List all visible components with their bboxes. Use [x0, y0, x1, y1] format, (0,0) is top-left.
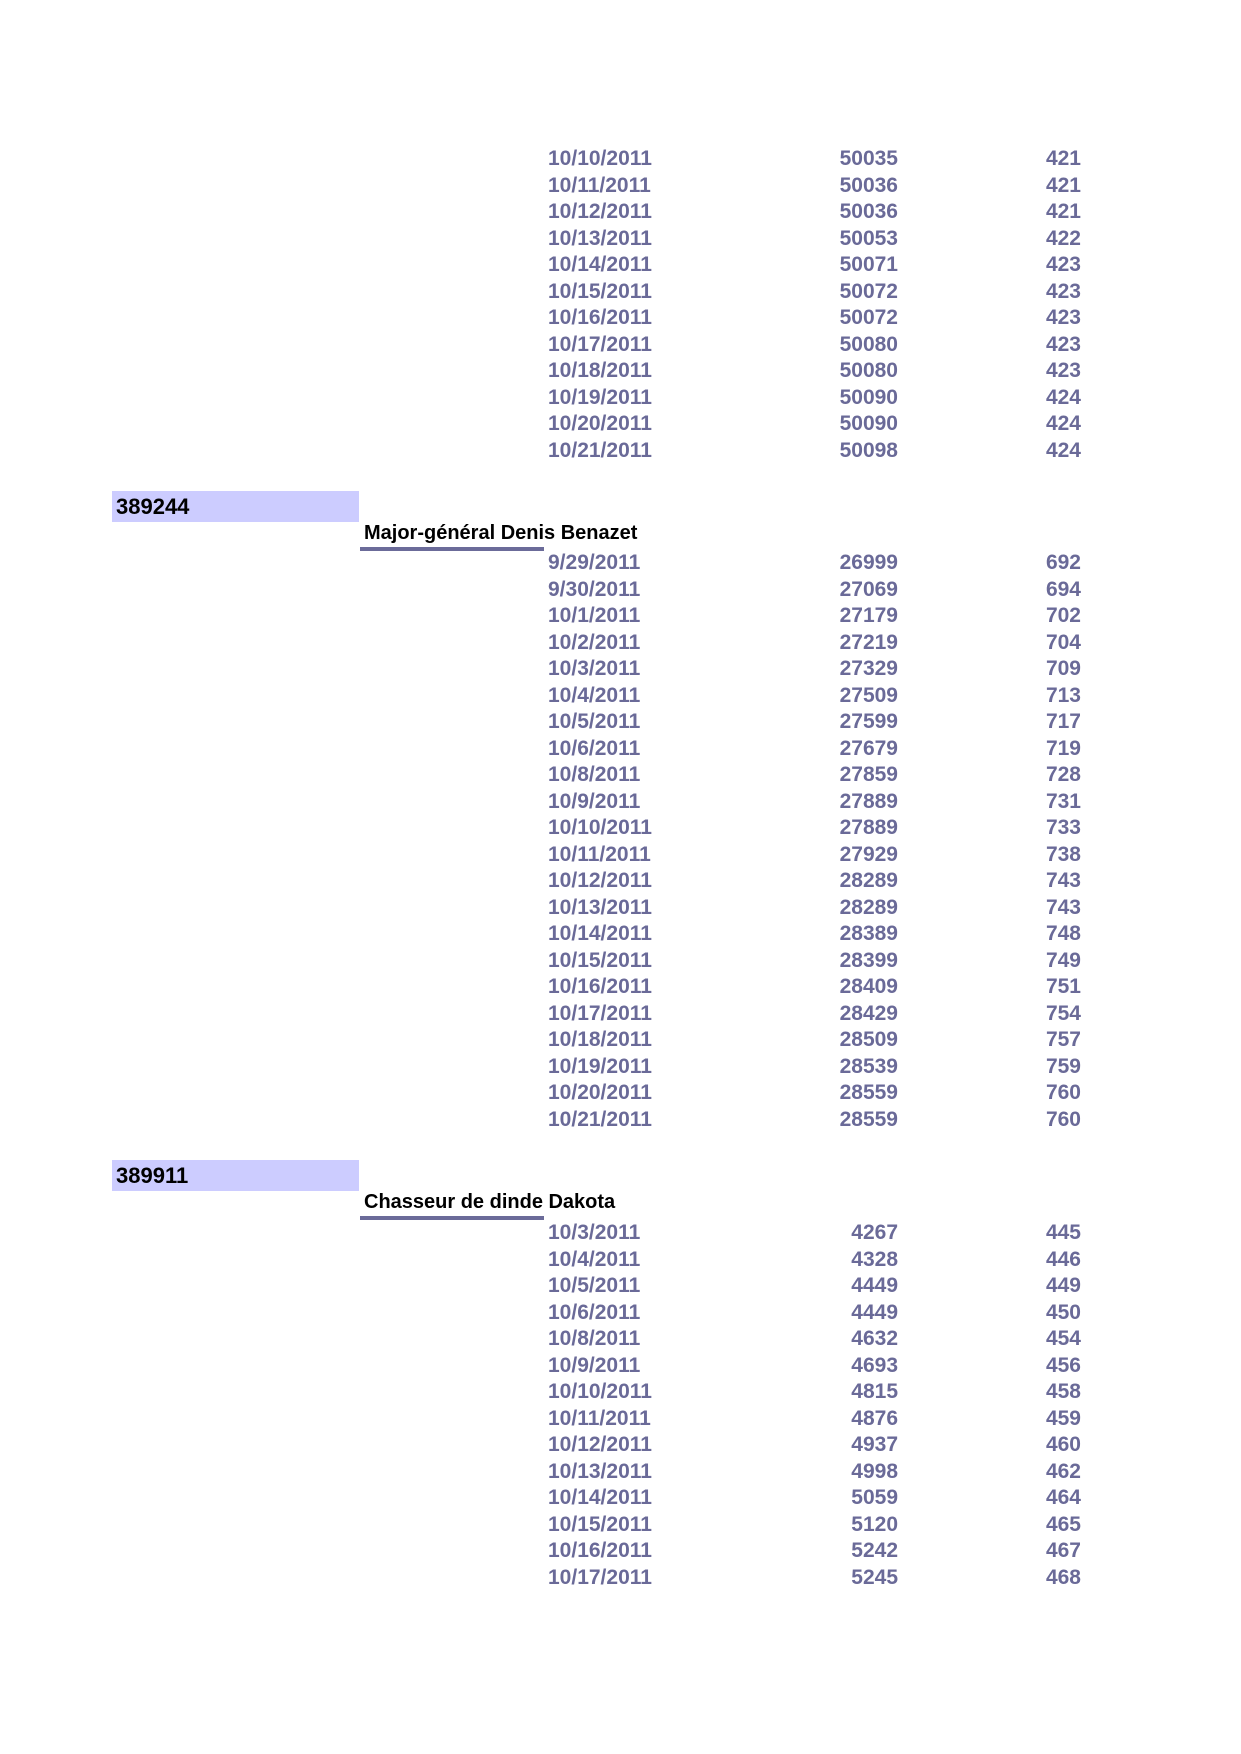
data-row	[0, 252, 1241, 278]
value-cell: 50080	[839, 359, 898, 382]
count-cell: 422	[1045, 226, 1081, 250]
date-cell: 10/20/2011	[548, 412, 652, 435]
data-row	[0, 868, 1241, 894]
count-cell: 458	[1045, 1380, 1081, 1403]
count-cell: 424	[1045, 412, 1081, 435]
count-cell: 702	[1045, 604, 1081, 627]
count-cell: 694	[1045, 577, 1081, 601]
count-cell: 743	[1045, 869, 1081, 892]
date-cell: 10/14/2011	[548, 1486, 652, 1509]
count-cell: 445	[1045, 1221, 1081, 1244]
section-id: 389911	[116, 1163, 189, 1188]
count-cell: 733	[1045, 816, 1081, 839]
value-cell: 4998	[851, 1459, 898, 1483]
section-id-cell	[112, 491, 359, 522]
value-cell: 27219	[839, 630, 898, 654]
data-row	[0, 1080, 1241, 1106]
count-cell: 449	[1045, 1274, 1081, 1297]
data-row	[0, 895, 1241, 921]
date-cell: 10/15/2011	[548, 279, 652, 303]
data-row	[0, 1054, 1241, 1080]
date-cell: 10/21/2011	[548, 1107, 652, 1131]
data-row	[0, 842, 1241, 868]
data-row	[0, 1001, 1241, 1027]
count-cell: 748	[1045, 922, 1081, 945]
data-row	[0, 603, 1241, 629]
date-cell: 10/16/2011	[548, 975, 652, 998]
value-cell: 28289	[839, 895, 898, 919]
value-cell: 4815	[851, 1380, 898, 1403]
count-cell: 465	[1045, 1512, 1081, 1536]
date-cell: 10/6/2011	[548, 736, 641, 760]
date-cell: 10/10/2011	[548, 1380, 652, 1403]
data-row	[0, 1300, 1241, 1326]
value-cell: 26999	[839, 551, 898, 574]
date-cell: 10/11/2011	[548, 173, 651, 197]
count-cell: 454	[1045, 1327, 1081, 1350]
data-row	[0, 1459, 1241, 1485]
date-cell: 10/11/2011	[548, 1406, 651, 1430]
data-row	[0, 948, 1241, 974]
value-cell: 4693	[851, 1353, 898, 1377]
value-cell: 27929	[839, 842, 898, 866]
value-cell: 28399	[839, 948, 898, 972]
data-row	[0, 1432, 1241, 1458]
count-cell: 421	[1045, 173, 1081, 197]
date-cell: 10/9/2011	[548, 789, 641, 813]
value-cell: 27679	[839, 736, 898, 760]
value-cell: 27179	[839, 604, 898, 627]
value-cell: 28409	[839, 975, 898, 998]
date-cell: 10/8/2011	[548, 763, 641, 786]
count-cell: 719	[1045, 736, 1081, 760]
value-cell: 4632	[851, 1327, 898, 1350]
date-cell: 10/16/2011	[548, 306, 652, 329]
count-cell: 460	[1045, 1433, 1081, 1456]
value-cell: 50072	[839, 306, 898, 329]
count-cell: 760	[1045, 1081, 1081, 1104]
count-cell: 728	[1045, 763, 1081, 786]
data-row	[0, 279, 1241, 305]
value-cell: 4267	[851, 1221, 898, 1244]
date-cell: 10/10/2011	[548, 816, 652, 839]
value-cell: 4449	[851, 1274, 898, 1297]
date-cell: 10/19/2011	[548, 1054, 652, 1078]
data-row	[0, 921, 1241, 947]
count-cell: 424	[1045, 438, 1081, 462]
date-cell: 10/18/2011	[548, 1028, 652, 1051]
count-cell: 704	[1045, 630, 1081, 654]
value-cell: 5059	[851, 1486, 898, 1509]
value-cell: 5120	[851, 1512, 898, 1536]
count-cell: 749	[1045, 948, 1081, 972]
value-cell: 50090	[839, 385, 898, 409]
date-cell: 10/19/2011	[548, 385, 652, 409]
count-cell: 754	[1045, 1001, 1081, 1025]
date-cell: 10/17/2011	[548, 1565, 652, 1589]
data-row	[0, 1565, 1241, 1591]
data-row	[0, 305, 1241, 331]
value-cell: 4937	[851, 1433, 898, 1456]
date-cell: 10/17/2011	[548, 1001, 652, 1025]
value-cell: 4328	[851, 1247, 898, 1271]
date-cell: 10/13/2011	[548, 1459, 652, 1483]
date-cell: 9/30/2011	[548, 577, 641, 601]
value-cell: 5245	[851, 1565, 898, 1589]
data-row	[0, 736, 1241, 762]
data-row	[0, 789, 1241, 815]
data-row	[0, 815, 1241, 841]
data-row	[0, 411, 1241, 437]
data-row	[0, 1353, 1241, 1379]
data-row	[0, 762, 1241, 788]
data-row	[0, 1220, 1241, 1246]
value-cell: 28389	[839, 922, 898, 945]
count-cell: 759	[1045, 1054, 1081, 1078]
data-row	[0, 1379, 1241, 1405]
date-cell: 10/1/2011	[548, 604, 641, 627]
data-row	[0, 1107, 1241, 1133]
data-row	[0, 683, 1241, 709]
count-cell: 468	[1045, 1565, 1081, 1589]
count-cell: 713	[1045, 683, 1081, 707]
data-row	[0, 550, 1241, 576]
count-cell: 450	[1045, 1300, 1081, 1324]
value-cell: 27859	[839, 763, 898, 786]
value-cell: 27509	[839, 683, 898, 707]
count-cell: 709	[1045, 657, 1081, 680]
date-cell: 10/8/2011	[548, 1327, 641, 1350]
data-row	[0, 577, 1241, 603]
count-cell: 423	[1045, 253, 1081, 276]
data-row	[0, 358, 1241, 384]
count-cell: 760	[1045, 1107, 1081, 1131]
date-cell: 10/13/2011	[548, 226, 652, 250]
count-cell: 743	[1045, 895, 1081, 919]
count-cell: 692	[1045, 551, 1081, 574]
date-cell: 10/21/2011	[548, 438, 652, 462]
data-row	[0, 146, 1241, 172]
value-cell: 27889	[839, 816, 898, 839]
data-row	[0, 630, 1241, 656]
value-cell: 50071	[839, 253, 898, 276]
count-cell: 456	[1045, 1353, 1081, 1377]
date-cell: 10/10/2011	[548, 147, 652, 170]
count-cell: 731	[1045, 789, 1081, 813]
date-cell: 10/4/2011	[548, 683, 641, 707]
data-row	[0, 332, 1241, 358]
count-cell: 421	[1045, 200, 1081, 223]
count-cell: 459	[1045, 1406, 1081, 1430]
data-row	[0, 1247, 1241, 1273]
date-cell: 10/15/2011	[548, 948, 652, 972]
section-id: 389244	[116, 494, 190, 519]
date-cell: 10/20/2011	[548, 1081, 652, 1104]
count-cell: 751	[1045, 975, 1081, 998]
date-cell: 10/12/2011	[548, 869, 652, 892]
data-row	[0, 656, 1241, 682]
value-cell: 50098	[839, 438, 898, 462]
date-cell: 10/18/2011	[548, 359, 652, 382]
data-row	[0, 385, 1241, 411]
date-cell: 10/17/2011	[548, 332, 652, 356]
date-cell: 10/14/2011	[548, 253, 652, 276]
count-cell: 421	[1045, 147, 1081, 170]
data-row	[0, 1406, 1241, 1432]
date-cell: 10/14/2011	[548, 922, 652, 945]
date-cell: 10/5/2011	[548, 710, 641, 733]
value-cell: 28539	[839, 1054, 898, 1078]
section-id-cell	[112, 1160, 359, 1191]
date-cell: 10/11/2011	[548, 842, 651, 866]
value-cell: 4876	[851, 1406, 898, 1430]
date-cell: 10/2/2011	[548, 630, 641, 654]
data-row	[0, 438, 1241, 464]
value-cell: 27889	[839, 789, 898, 813]
count-cell: 423	[1045, 306, 1081, 329]
data-row	[0, 173, 1241, 199]
count-cell: 717	[1045, 710, 1081, 733]
date-cell: 9/29/2011	[548, 551, 641, 574]
date-cell: 10/3/2011	[548, 657, 641, 680]
date-cell: 10/4/2011	[548, 1247, 641, 1271]
data-row	[0, 1273, 1241, 1299]
data-row	[0, 226, 1241, 252]
value-cell: 50036	[839, 200, 898, 223]
value-cell: 28559	[839, 1107, 898, 1131]
data-row	[0, 709, 1241, 735]
value-cell: 28559	[839, 1081, 898, 1104]
count-cell: 423	[1045, 359, 1081, 382]
value-cell: 27069	[839, 577, 898, 601]
value-cell: 4449	[851, 1300, 898, 1324]
count-cell: 446	[1045, 1247, 1081, 1271]
value-cell: 28429	[839, 1001, 898, 1025]
value-cell: 27329	[839, 657, 898, 680]
value-cell: 50090	[839, 412, 898, 435]
section-title: Major-général Denis Benazet	[364, 522, 638, 544]
count-cell: 467	[1045, 1539, 1081, 1562]
count-cell: 424	[1045, 385, 1081, 409]
data-row	[0, 1027, 1241, 1053]
data-row	[0, 1485, 1241, 1511]
value-cell: 50035	[839, 147, 898, 170]
data-row	[0, 1538, 1241, 1564]
date-cell: 10/3/2011	[548, 1221, 641, 1244]
data-row	[0, 974, 1241, 1000]
data-row	[0, 1512, 1241, 1538]
value-cell: 50080	[839, 332, 898, 356]
date-cell: 10/13/2011	[548, 895, 652, 919]
date-cell: 10/6/2011	[548, 1300, 641, 1324]
count-cell: 738	[1045, 842, 1081, 866]
value-cell: 50072	[839, 279, 898, 303]
date-cell: 10/16/2011	[548, 1539, 652, 1562]
date-cell: 10/15/2011	[548, 1512, 652, 1536]
date-cell: 10/12/2011	[548, 200, 652, 223]
date-cell: 10/9/2011	[548, 1353, 641, 1377]
value-cell: 50053	[839, 226, 898, 250]
count-cell: 423	[1045, 279, 1081, 303]
value-cell: 28289	[839, 869, 898, 892]
date-cell: 10/5/2011	[548, 1274, 641, 1297]
section-title: Chasseur de dinde Dakota	[364, 1191, 616, 1213]
date-cell: 10/12/2011	[548, 1433, 652, 1456]
data-row	[0, 199, 1241, 225]
value-cell: 50036	[839, 173, 898, 197]
count-cell: 423	[1045, 332, 1081, 356]
count-cell: 464	[1045, 1486, 1081, 1509]
value-cell: 28509	[839, 1028, 898, 1051]
data-row	[0, 1326, 1241, 1352]
count-cell: 757	[1045, 1028, 1081, 1051]
value-cell: 27599	[839, 710, 898, 733]
value-cell: 5242	[851, 1539, 898, 1562]
count-cell: 462	[1045, 1459, 1081, 1483]
